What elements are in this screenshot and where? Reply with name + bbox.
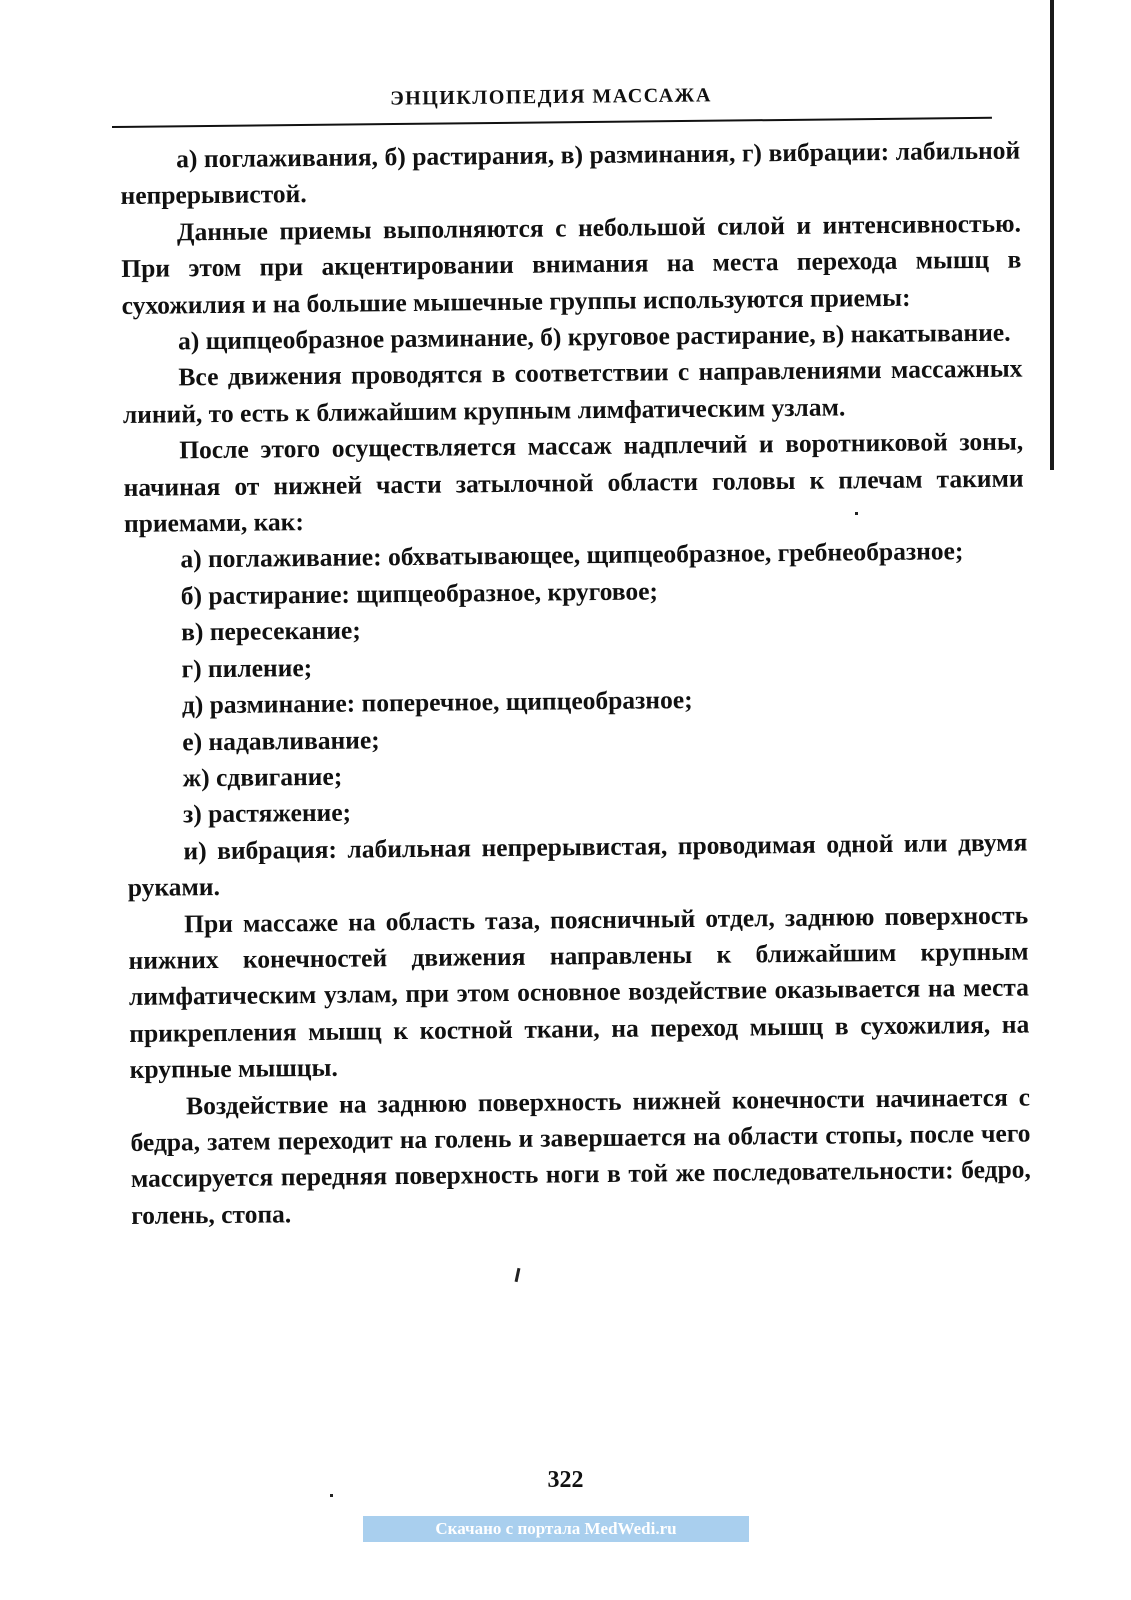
paragraph: Воздействие на заднюю поверхность нижней конечности начинается с бедра, затем переходит на голень и завершается на области стопы, после чего массируется передняя поверхность ноги в той же последовательности: бедро, голень, стопа.: [130, 1082, 1031, 1230]
list-item: з) растяжение;: [182, 797, 352, 829]
scan-speck: [855, 512, 858, 515]
list-item: и) вибрация: лабильная непрерывистая, проводимая одной или двумя руками.: [127, 827, 1028, 903]
scan-speck: [515, 1268, 521, 1282]
header-rule: [112, 117, 992, 128]
list-item: ж) сдвигание;: [182, 761, 343, 793]
list-item: д) разминание: поперечное, щипцеобразное;: [181, 685, 693, 720]
page-number: 322: [547, 1467, 584, 1493]
download-watermark: Скачано с портала MedWedi.ru: [363, 1516, 749, 1542]
list-item: а) поглаживание: обхватывающее, щипцеобразное, гребнеобразное;: [180, 536, 964, 574]
paragraph: Данные приемы выполняются с небольшой силой и интенсивностью. При этом при акцентировании внимания на места перехода мышц в сухожилия и на большие мышечные группы используются приемы:: [121, 208, 1022, 320]
list-item: е) надавливание;: [182, 724, 380, 756]
paragraph: При массаже на область таза, поясничный отдел, заднюю поверхность нижних конечностей движения направлены к ближайшим крупным лимфатическим узлам, при этом основное воздействие оказывается на места прикрепления мышц к костной ткани, на переход мышц в сухожилия, на крупные мышцы.: [128, 900, 1030, 1085]
paragraph: После этого осуществляется массаж надплечий и воротниковой зоны, начиная от нижней части затылочной области головы к плечам такими приемами, как:: [123, 426, 1024, 539]
paragraph: а) поглаживания, б) растирания, в) разминания, г) вибрации: лабильной непрерывистой.: [120, 135, 1021, 211]
paragraph: а) щипцеобразное разминание, б) круговое растирание, в) накатывание.: [177, 317, 1011, 356]
paragraph: Все движения проводятся в соответствии с направлениями массажных линий, то есть к ближайшим крупным лимфатическим узлам.: [122, 354, 1023, 429]
scan-speck: [330, 1494, 333, 1497]
running-head: ЭНЦИКЛОПЕДИЯ МАССАЖА: [390, 84, 712, 110]
list-item: в) пересекание;: [180, 615, 361, 647]
list-item: г) пиление;: [181, 652, 313, 684]
page-edge-line: [1050, 0, 1054, 470]
page-body: [120, 133, 1031, 1235]
list-item: б) растирание: щипцеобразное, круговое;: [180, 576, 659, 611]
